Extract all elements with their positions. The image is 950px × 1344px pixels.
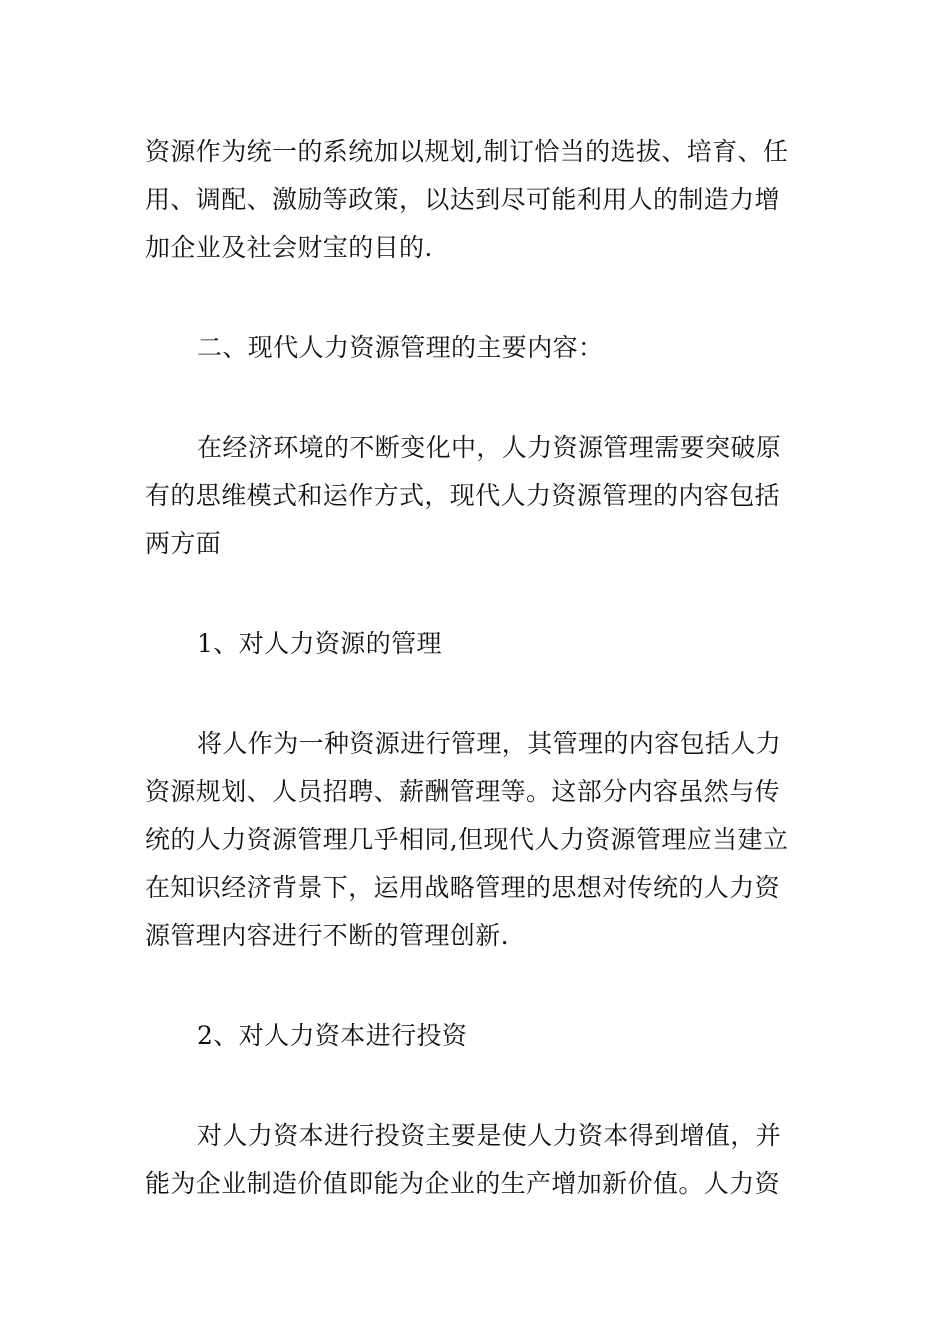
text-line: 用、调配、激励等政策，以达到尽可能利用人的制造力增 xyxy=(145,185,781,214)
subsection-heading-2 xyxy=(145,1012,807,1060)
heading-text: 二、现代人力资源管理的主要内容： xyxy=(197,333,604,362)
paragraph-gap xyxy=(145,960,807,1012)
text-line: 对人力资本进行投资主要是使人力资本得到增值，并 xyxy=(197,1121,782,1150)
paragraph-capital-investment xyxy=(145,1112,807,1208)
text-line: 有的思维模式和运作方式，现代人力资源管理的内容包括 xyxy=(145,481,781,510)
paragraph-gap xyxy=(145,668,807,720)
text-line: 资源规划、人员招聘、薪酬管理等。这部分内容虽然与传 xyxy=(145,777,781,806)
text-line: 在知识经济背景下，运用战略管理的思想对传统的人力资 xyxy=(145,873,781,902)
document-body xyxy=(145,128,807,1208)
subsection-heading-1 xyxy=(145,620,807,668)
text-line: 将人作为一种资源进行管理，其管理的内容包括人力 xyxy=(197,729,782,758)
paragraph-gap xyxy=(145,372,807,424)
text-line: 在经济环境的不断变化中，人力资源管理需要突破原 xyxy=(197,433,782,462)
text-line: 统的人力资源管理几乎相同,但现代人力资源管理应当建立 xyxy=(145,825,789,854)
paragraph-gap xyxy=(145,272,807,324)
text-line: 源管理内容进行不断的管理创新. xyxy=(145,921,509,950)
paragraph-gap xyxy=(145,1060,807,1112)
heading-text: 1、对人力资源的管理 xyxy=(197,629,442,658)
paragraph-resource-management xyxy=(145,720,807,960)
text-line: 加企业及社会财宝的目的. xyxy=(145,233,433,262)
text-line: 资源作为统一的系统加以规划,制订恰当的选拔、培育、任 xyxy=(145,137,789,166)
paragraph-gap xyxy=(145,568,807,620)
heading-text: 2、对人力资本进行投资 xyxy=(197,1021,468,1050)
text-line: 两方面 xyxy=(145,529,222,558)
text-line: 能为企业制造价值即能为企业的生产增加新价值。人力资 xyxy=(145,1169,781,1198)
paragraph-content-overview xyxy=(145,424,807,568)
paragraph-intro xyxy=(145,128,807,272)
section-heading-2 xyxy=(145,324,807,372)
